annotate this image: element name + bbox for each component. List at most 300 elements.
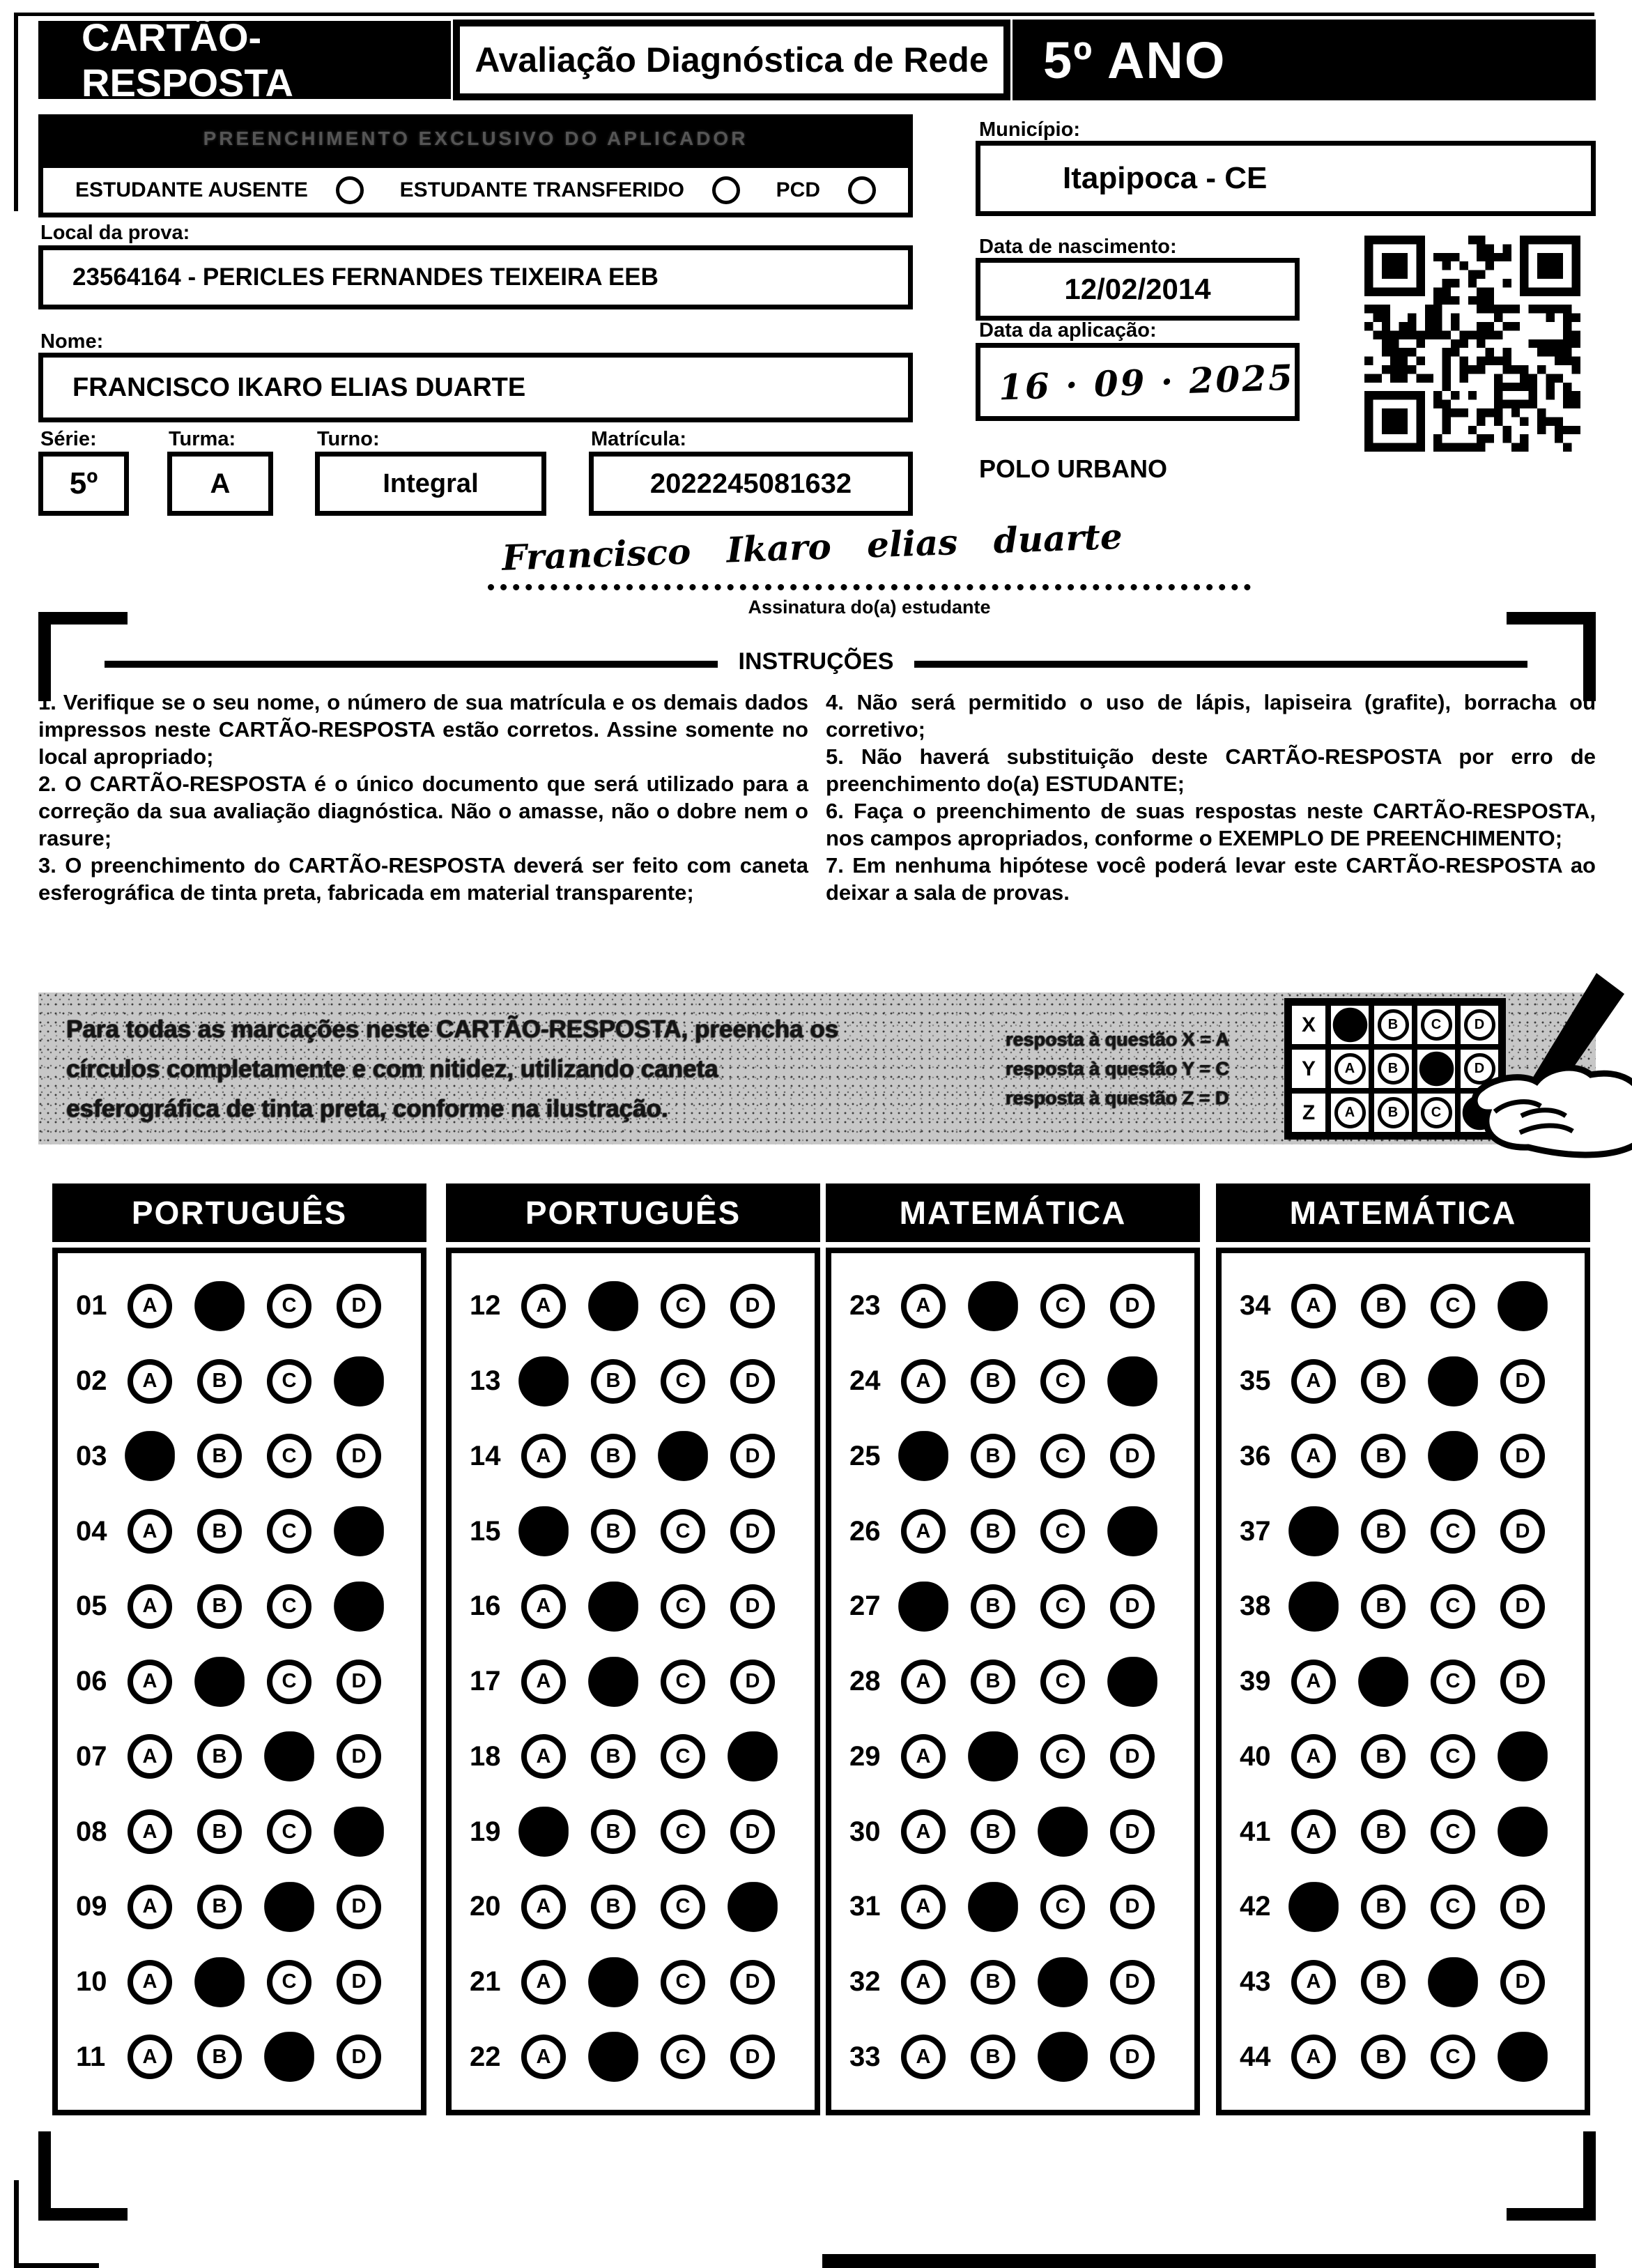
bubble-04-B[interactable] — [197, 1509, 242, 1554]
bubble-37-A[interactable] — [1288, 1506, 1339, 1556]
bubble-11-D[interactable] — [337, 2035, 381, 2079]
bubble-39-A[interactable] — [1291, 1660, 1336, 1704]
bubble-15-C[interactable] — [661, 1509, 705, 1554]
bubble-23-A[interactable] — [901, 1284, 946, 1328]
question-number: 43 — [1240, 1966, 1271, 1997]
instruction-item: 7. Em nenhuma hipótese você poderá levar este CARTÃO-RESPOSTA ao deixar a sala de provas. — [826, 853, 1596, 905]
bubble-07-B[interactable] — [197, 1734, 242, 1779]
bubble-letter: C — [1445, 1895, 1461, 1918]
bubble-letter: C — [1055, 1670, 1070, 1692]
bubble-20-D[interactable] — [728, 1882, 778, 1932]
bubble-22-B[interactable] — [588, 2032, 638, 2082]
bubble-41-A[interactable] — [1291, 1809, 1336, 1854]
bubble-01-C[interactable] — [267, 1284, 311, 1328]
bubble-41-C[interactable] — [1431, 1809, 1475, 1854]
bubble-08-A[interactable] — [128, 1809, 172, 1854]
status-option-bubble[interactable] — [336, 176, 364, 204]
bubble-letter: C — [1445, 1745, 1461, 1768]
bubble-30-B[interactable] — [971, 1809, 1015, 1854]
bubble-15-A[interactable] — [518, 1506, 569, 1556]
bubble-38-C[interactable] — [1431, 1584, 1475, 1629]
question-row — [849, 1660, 1194, 1704]
example-cell — [1371, 1091, 1415, 1135]
form-title — [38, 15, 451, 105]
bubble-letter: B — [985, 2045, 1001, 2068]
bubble-letter: D — [351, 1670, 367, 1692]
bubble-05-D[interactable] — [334, 1581, 384, 1632]
status-option-bubble[interactable] — [712, 176, 740, 204]
bubble-18-A[interactable] — [521, 1734, 566, 1779]
bubble-letter: D — [1125, 1970, 1140, 1993]
bubble-letter: A — [1306, 1745, 1321, 1768]
bubble-33-B[interactable] — [971, 2035, 1015, 2079]
status-option-label: ESTUDANTE AUSENTE — [75, 178, 308, 201]
bubble-39-B[interactable] — [1358, 1657, 1408, 1707]
bubble-09-B[interactable] — [197, 1885, 242, 1929]
assessment-title — [453, 20, 1010, 100]
bubble-43-A[interactable] — [1291, 1960, 1336, 2005]
bubble-03-B[interactable] — [197, 1434, 242, 1478]
scan-edge-bottom-left-v — [14, 2180, 19, 2268]
bubble-06-D[interactable] — [337, 1660, 381, 1704]
bubble-35-A[interactable] — [1291, 1359, 1336, 1404]
grade-badge — [1013, 20, 1596, 100]
bubble-letter: C — [1055, 1370, 1070, 1392]
bubble-letter: A — [916, 2045, 931, 2068]
scan-edge-bottom-left-h — [14, 2263, 99, 2268]
bubble-26-A[interactable] — [901, 1509, 946, 1554]
bubble-12-C[interactable] — [661, 1284, 705, 1328]
bubble-09-D[interactable] — [337, 1885, 381, 1929]
bubble-04-A[interactable] — [128, 1509, 172, 1554]
bubble-letter: D — [1515, 1670, 1530, 1692]
instructions-title: INSTRUÇÕES — [738, 648, 894, 675]
bubble-39-D[interactable] — [1500, 1660, 1545, 1704]
bubble-28-B[interactable] — [971, 1660, 1015, 1704]
bubble-11-C[interactable] — [264, 2032, 314, 2082]
question-row — [1240, 1584, 1585, 1629]
bubble-44-B[interactable] — [1361, 2035, 1406, 2079]
bubble-06-A[interactable] — [128, 1660, 172, 1704]
bubble-37-D[interactable] — [1500, 1509, 1545, 1554]
bubble-26-B[interactable] — [971, 1509, 1015, 1554]
bubble-05-B[interactable] — [197, 1584, 242, 1629]
bubble-32-C[interactable] — [1038, 1957, 1088, 2007]
bubble-17-B[interactable] — [588, 1657, 638, 1707]
bubble-16-C[interactable] — [661, 1584, 705, 1629]
question-row — [470, 1284, 815, 1328]
example-bubble-letter: C — [1431, 1017, 1442, 1032]
bubble-34-C[interactable] — [1431, 1284, 1475, 1328]
bubble-letter: C — [282, 1670, 297, 1692]
bubble-10-D[interactable] — [337, 1960, 381, 2005]
question-row — [1240, 1434, 1585, 1478]
bubble-44-C[interactable] — [1431, 2035, 1475, 2079]
bubble-17-C[interactable] — [661, 1660, 705, 1704]
bubble-27-A[interactable] — [898, 1581, 948, 1632]
bubble-letter: A — [1306, 1294, 1321, 1317]
bubble-20-A[interactable] — [521, 1885, 566, 1929]
bubble-25-B[interactable] — [971, 1434, 1015, 1478]
bubble-06-C[interactable] — [267, 1660, 311, 1704]
question-row — [76, 1960, 421, 2005]
question-row — [470, 1434, 815, 1478]
serie-value: 5º — [69, 466, 98, 500]
bubble-28-C[interactable] — [1040, 1660, 1085, 1704]
example-row-label-text: X — [1301, 1013, 1316, 1036]
answer-column-4 — [1216, 1183, 1590, 2115]
bubble-08-B[interactable] — [197, 1809, 242, 1854]
answer-column-2 — [446, 1183, 820, 2115]
bubble-08-D[interactable] — [334, 1807, 384, 1857]
bubble-27-B[interactable] — [971, 1584, 1015, 1629]
question-number: 04 — [76, 1515, 107, 1547]
question-row — [1240, 1960, 1585, 2005]
bubble-39-C[interactable] — [1431, 1660, 1475, 1704]
question-row — [1240, 2035, 1585, 2079]
bubble-13-D[interactable] — [730, 1359, 775, 1404]
question-number: 13 — [470, 1365, 501, 1396]
bubble-36-C[interactable] — [1428, 1431, 1478, 1481]
bubble-21-D[interactable] — [730, 1960, 775, 2005]
question-row — [1240, 1809, 1585, 1854]
bubble-letter: D — [745, 1370, 760, 1392]
turno-label: Turno: — [317, 428, 380, 450]
bubble-20-B[interactable] — [591, 1885, 636, 1929]
bubble-letter: A — [142, 1370, 157, 1392]
bubble-31-C[interactable] — [1040, 1885, 1085, 1929]
nascimento-label: Data de nascimento: — [979, 236, 1177, 258]
bubble-10-A[interactable] — [128, 1960, 172, 2005]
bubble-07-D[interactable] — [337, 1734, 381, 1779]
bubble-letter: B — [212, 1370, 227, 1392]
bubble-15-D[interactable] — [730, 1509, 775, 1554]
bubble-16-B[interactable] — [588, 1581, 638, 1632]
bubble-43-D[interactable] — [1500, 1960, 1545, 2005]
question-row — [849, 1434, 1194, 1478]
bubble-42-A[interactable] — [1288, 1882, 1339, 1932]
municipio-label: Município: — [979, 118, 1080, 141]
bubble-43-C[interactable] — [1428, 1957, 1478, 2007]
bubble-18-B[interactable] — [591, 1734, 636, 1779]
bubble-letter: C — [282, 1970, 297, 1993]
bubble-30-A[interactable] — [901, 1809, 946, 1854]
question-number: 20 — [470, 1891, 501, 1922]
status-option-0 — [75, 176, 364, 204]
bubble-08-C[interactable] — [267, 1809, 311, 1854]
example-cell — [1371, 1003, 1415, 1047]
bubble-letter: B — [985, 1444, 1001, 1467]
bubble-33-D[interactable] — [1110, 2035, 1155, 2079]
question-number: 19 — [470, 1816, 501, 1847]
status-option-1 — [400, 176, 740, 204]
bubble-21-B[interactable] — [588, 1957, 638, 2007]
bubble-41-D[interactable] — [1498, 1807, 1548, 1857]
bubble-36-D[interactable] — [1500, 1434, 1545, 1478]
question-row — [849, 1809, 1194, 1854]
bubble-40-D[interactable] — [1498, 1731, 1548, 1782]
bubble-letter: C — [1445, 1595, 1461, 1618]
bubble-letter: A — [916, 1294, 931, 1317]
bubble-14-D[interactable] — [730, 1434, 775, 1478]
bubble-25-D[interactable] — [1110, 1434, 1155, 1478]
bubble-01-A[interactable] — [128, 1284, 172, 1328]
bubble-30-D[interactable] — [1110, 1809, 1155, 1854]
bubble-letter: A — [142, 1820, 157, 1843]
bubble-35-D[interactable] — [1500, 1359, 1545, 1404]
bubble-24-D[interactable] — [1107, 1356, 1157, 1407]
bubble-23-C[interactable] — [1040, 1284, 1085, 1328]
bubble-20-C[interactable] — [661, 1885, 705, 1929]
bubble-42-B[interactable] — [1361, 1885, 1406, 1929]
bubble-02-A[interactable] — [128, 1359, 172, 1404]
bubble-14-B[interactable] — [591, 1434, 636, 1478]
bubble-letter: C — [1055, 1895, 1070, 1918]
bubble-32-B[interactable] — [971, 1960, 1015, 2005]
nome-field — [38, 353, 913, 422]
bubble-09-C[interactable] — [264, 1882, 314, 1932]
bubble-letter: B — [212, 1444, 227, 1467]
bubble-03-C[interactable] — [267, 1434, 311, 1478]
bubble-02-C[interactable] — [267, 1359, 311, 1404]
bubble-23-B[interactable] — [968, 1281, 1018, 1331]
bubble-32-A[interactable] — [901, 1960, 946, 2005]
question-number: 14 — [470, 1440, 501, 1471]
bubble-29-C[interactable] — [1040, 1734, 1085, 1779]
bubble-29-D[interactable] — [1110, 1734, 1155, 1779]
bubble-25-C[interactable] — [1040, 1434, 1085, 1478]
bubble-35-B[interactable] — [1361, 1359, 1406, 1404]
bubble-letter: A — [916, 1519, 931, 1542]
bubble-04-D[interactable] — [334, 1506, 384, 1556]
bubble-42-C[interactable] — [1431, 1885, 1475, 1929]
bubble-letter: C — [675, 1519, 691, 1542]
bubble-15-B[interactable] — [591, 1509, 636, 1554]
question-number: 35 — [1240, 1365, 1271, 1396]
instruction-item: 6. Faça o preenchimento de suas respostas neste CARTÃO-RESPOSTA, nos campos apropriados, conforme o EXEMPLO DE PREENCHIMENTO; — [826, 799, 1596, 850]
bubble-09-A[interactable] — [128, 1885, 172, 1929]
question-number: 26 — [849, 1515, 881, 1547]
bubble-letter: D — [1125, 1595, 1140, 1618]
bubble-14-C[interactable] — [658, 1431, 708, 1481]
bubble-26-C[interactable] — [1040, 1509, 1085, 1554]
bubble-12-D[interactable] — [730, 1284, 775, 1328]
bubble-18-D[interactable] — [728, 1731, 778, 1782]
bubble-29-A[interactable] — [901, 1734, 946, 1779]
bubble-22-D[interactable] — [730, 2035, 775, 2079]
bubble-11-B[interactable] — [197, 2035, 242, 2079]
bubble-16-D[interactable] — [730, 1584, 775, 1629]
example-bubble-letter: A — [1344, 1061, 1355, 1076]
bubble-letter: B — [985, 1970, 1001, 1993]
bubble-19-D[interactable] — [730, 1809, 775, 1854]
bubble-22-A[interactable] — [521, 2035, 566, 2079]
bubble-36-A[interactable] — [1291, 1434, 1336, 1478]
bubble-36-B[interactable] — [1361, 1434, 1406, 1478]
bubble-letter: D — [745, 1820, 760, 1843]
bubble-28-D[interactable] — [1107, 1657, 1157, 1707]
bubble-22-C[interactable] — [661, 2035, 705, 2079]
turno-value: Integral — [383, 468, 479, 498]
bubble-letter: A — [916, 1820, 931, 1843]
bubble-19-B[interactable] — [591, 1809, 636, 1854]
bubble-40-A[interactable] — [1291, 1734, 1336, 1779]
signature-line[interactable] — [488, 555, 1251, 590]
bubble-40-B[interactable] — [1361, 1734, 1406, 1779]
example-bubble-Z-B — [1378, 1097, 1409, 1128]
bubble-12-A[interactable] — [521, 1284, 566, 1328]
bubble-37-C[interactable] — [1431, 1509, 1475, 1554]
answer-column-title: MATEMÁTICA — [826, 1183, 1200, 1242]
bubble-10-B[interactable] — [194, 1957, 245, 2007]
bubble-42-D[interactable] — [1500, 1885, 1545, 1929]
bubble-31-B[interactable] — [968, 1882, 1018, 1932]
bubble-03-D[interactable] — [337, 1434, 381, 1478]
bubble-21-A[interactable] — [521, 1960, 566, 2005]
assessment-title-text: Avaliação Diagnóstica de Rede — [475, 40, 989, 79]
bubble-01-B[interactable] — [194, 1281, 245, 1331]
bubble-18-C[interactable] — [661, 1734, 705, 1779]
bubble-34-A[interactable] — [1291, 1284, 1336, 1328]
question-number: 31 — [849, 1891, 881, 1922]
bubble-27-C[interactable] — [1040, 1584, 1085, 1629]
bubble-44-A[interactable] — [1291, 2035, 1336, 2079]
bubble-35-C[interactable] — [1428, 1356, 1478, 1407]
bubble-13-B[interactable] — [591, 1359, 636, 1404]
status-option-label: ESTUDANTE TRANSFERIDO — [399, 178, 684, 201]
bubble-letter: C — [1055, 1745, 1070, 1768]
question-number: 27 — [849, 1591, 881, 1622]
status-option-label: PCD — [776, 178, 820, 201]
bubble-letter: C — [282, 1820, 297, 1843]
bubble-05-A[interactable] — [128, 1584, 172, 1629]
bubble-02-D[interactable] — [334, 1356, 384, 1407]
question-row — [76, 1359, 421, 1404]
bubble-29-B[interactable] — [968, 1731, 1018, 1782]
bubble-41-B[interactable] — [1361, 1809, 1406, 1854]
bubble-17-A[interactable] — [521, 1660, 566, 1704]
bubble-02-B[interactable] — [197, 1359, 242, 1404]
bubble-letter: A — [1306, 1670, 1321, 1692]
question-number: 09 — [76, 1891, 107, 1922]
bubble-38-B[interactable] — [1361, 1584, 1406, 1629]
bubble-letter: B — [1376, 1595, 1391, 1618]
bubble-24-C[interactable] — [1040, 1359, 1085, 1404]
question-row — [76, 1284, 421, 1328]
bubble-12-B[interactable] — [588, 1281, 638, 1331]
bubble-letter: B — [985, 1595, 1001, 1618]
bubble-letter: C — [1445, 1519, 1461, 1542]
bubble-16-A[interactable] — [521, 1584, 566, 1629]
bubble-31-D[interactable] — [1110, 1885, 1155, 1929]
bubble-letter: B — [212, 1595, 227, 1618]
question-row — [1240, 1359, 1585, 1404]
bubble-05-C[interactable] — [267, 1584, 311, 1629]
bubble-13-C[interactable] — [661, 1359, 705, 1404]
example-row-label — [1289, 1091, 1328, 1135]
bubble-37-B[interactable] — [1361, 1509, 1406, 1554]
bubble-07-C[interactable] — [264, 1731, 314, 1782]
bubble-letter: C — [282, 1370, 297, 1392]
bubble-letter: D — [1125, 1745, 1140, 1768]
answer-column-3 — [826, 1183, 1200, 2115]
bubble-letter: C — [675, 1970, 691, 1993]
bubble-25-A[interactable] — [898, 1431, 948, 1481]
bubble-11-A[interactable] — [128, 2035, 172, 2079]
bubble-38-A[interactable] — [1288, 1581, 1339, 1632]
bubble-24-B[interactable] — [971, 1359, 1015, 1404]
qr-code — [1364, 236, 1580, 452]
bubble-letter: A — [142, 2045, 157, 2068]
bubble-24-A[interactable] — [901, 1359, 946, 1404]
bubble-21-C[interactable] — [661, 1960, 705, 2005]
bubble-19-C[interactable] — [661, 1809, 705, 1854]
bubble-07-A[interactable] — [128, 1734, 172, 1779]
bubble-33-C[interactable] — [1038, 2032, 1088, 2082]
bubble-40-C[interactable] — [1431, 1734, 1475, 1779]
bubble-14-A[interactable] — [521, 1434, 566, 1478]
bubble-letter: C — [1445, 2045, 1461, 2068]
bubble-03-A[interactable] — [125, 1431, 175, 1481]
bubble-34-B[interactable] — [1361, 1284, 1406, 1328]
bubble-letter: D — [351, 1745, 367, 1768]
bubble-30-C[interactable] — [1038, 1807, 1088, 1857]
bubble-43-B[interactable] — [1361, 1960, 1406, 2005]
bubble-44-D[interactable] — [1498, 2032, 1548, 2082]
answer-column-box — [446, 1248, 820, 2115]
bubble-19-A[interactable] — [518, 1807, 569, 1857]
bubble-06-B[interactable] — [194, 1657, 245, 1707]
bubble-26-D[interactable] — [1107, 1506, 1157, 1556]
bubble-32-D[interactable] — [1110, 1960, 1155, 2005]
status-option-bubble[interactable] — [848, 176, 876, 204]
status-row — [38, 163, 913, 217]
fill-example-strip — [38, 993, 1596, 1144]
instructions-right-column — [826, 689, 1596, 906]
bubble-28-A[interactable] — [901, 1660, 946, 1704]
instruction-item: 3. O preenchimento do CARTÃO-RESPOSTA deverá ser feito com caneta esferográfica de tinta preta, fabricada em material transparente; — [38, 853, 808, 905]
bubble-13-A[interactable] — [518, 1356, 569, 1407]
bubble-23-D[interactable] — [1110, 1284, 1155, 1328]
bubble-31-A[interactable] — [901, 1885, 946, 1929]
bubble-letter: D — [1125, 1294, 1140, 1317]
bubble-letter: C — [675, 1370, 691, 1392]
bubble-10-C[interactable] — [267, 1960, 311, 2005]
bubble-04-C[interactable] — [267, 1509, 311, 1554]
question-number: 40 — [1240, 1740, 1271, 1772]
bubble-27-D[interactable] — [1110, 1584, 1155, 1629]
answer-column-title: MATEMÁTICA — [1216, 1183, 1590, 1242]
bubble-letter: D — [745, 1519, 760, 1542]
aplicacao-label: Data da aplicação: — [979, 319, 1157, 342]
bubble-34-D[interactable] — [1498, 1281, 1548, 1331]
answer-column-title: PORTUGUÊS — [52, 1183, 426, 1242]
bubble-letter: A — [1306, 1820, 1321, 1843]
bubble-letter: D — [745, 1970, 760, 1993]
bubble-33-A[interactable] — [901, 2035, 946, 2079]
bubble-17-D[interactable] — [730, 1660, 775, 1704]
bubble-38-D[interactable] — [1500, 1584, 1545, 1629]
bubble-letter: A — [536, 1970, 551, 1993]
bubble-letter: D — [1125, 1444, 1140, 1467]
example-bubble-Z-A — [1334, 1097, 1366, 1128]
question-row — [470, 1359, 815, 1404]
question-row — [76, 1734, 421, 1779]
example-cell — [1328, 1047, 1371, 1091]
example-row-label — [1289, 1003, 1328, 1047]
question-number: 34 — [1240, 1290, 1271, 1321]
bubble-01-D[interactable] — [337, 1284, 381, 1328]
